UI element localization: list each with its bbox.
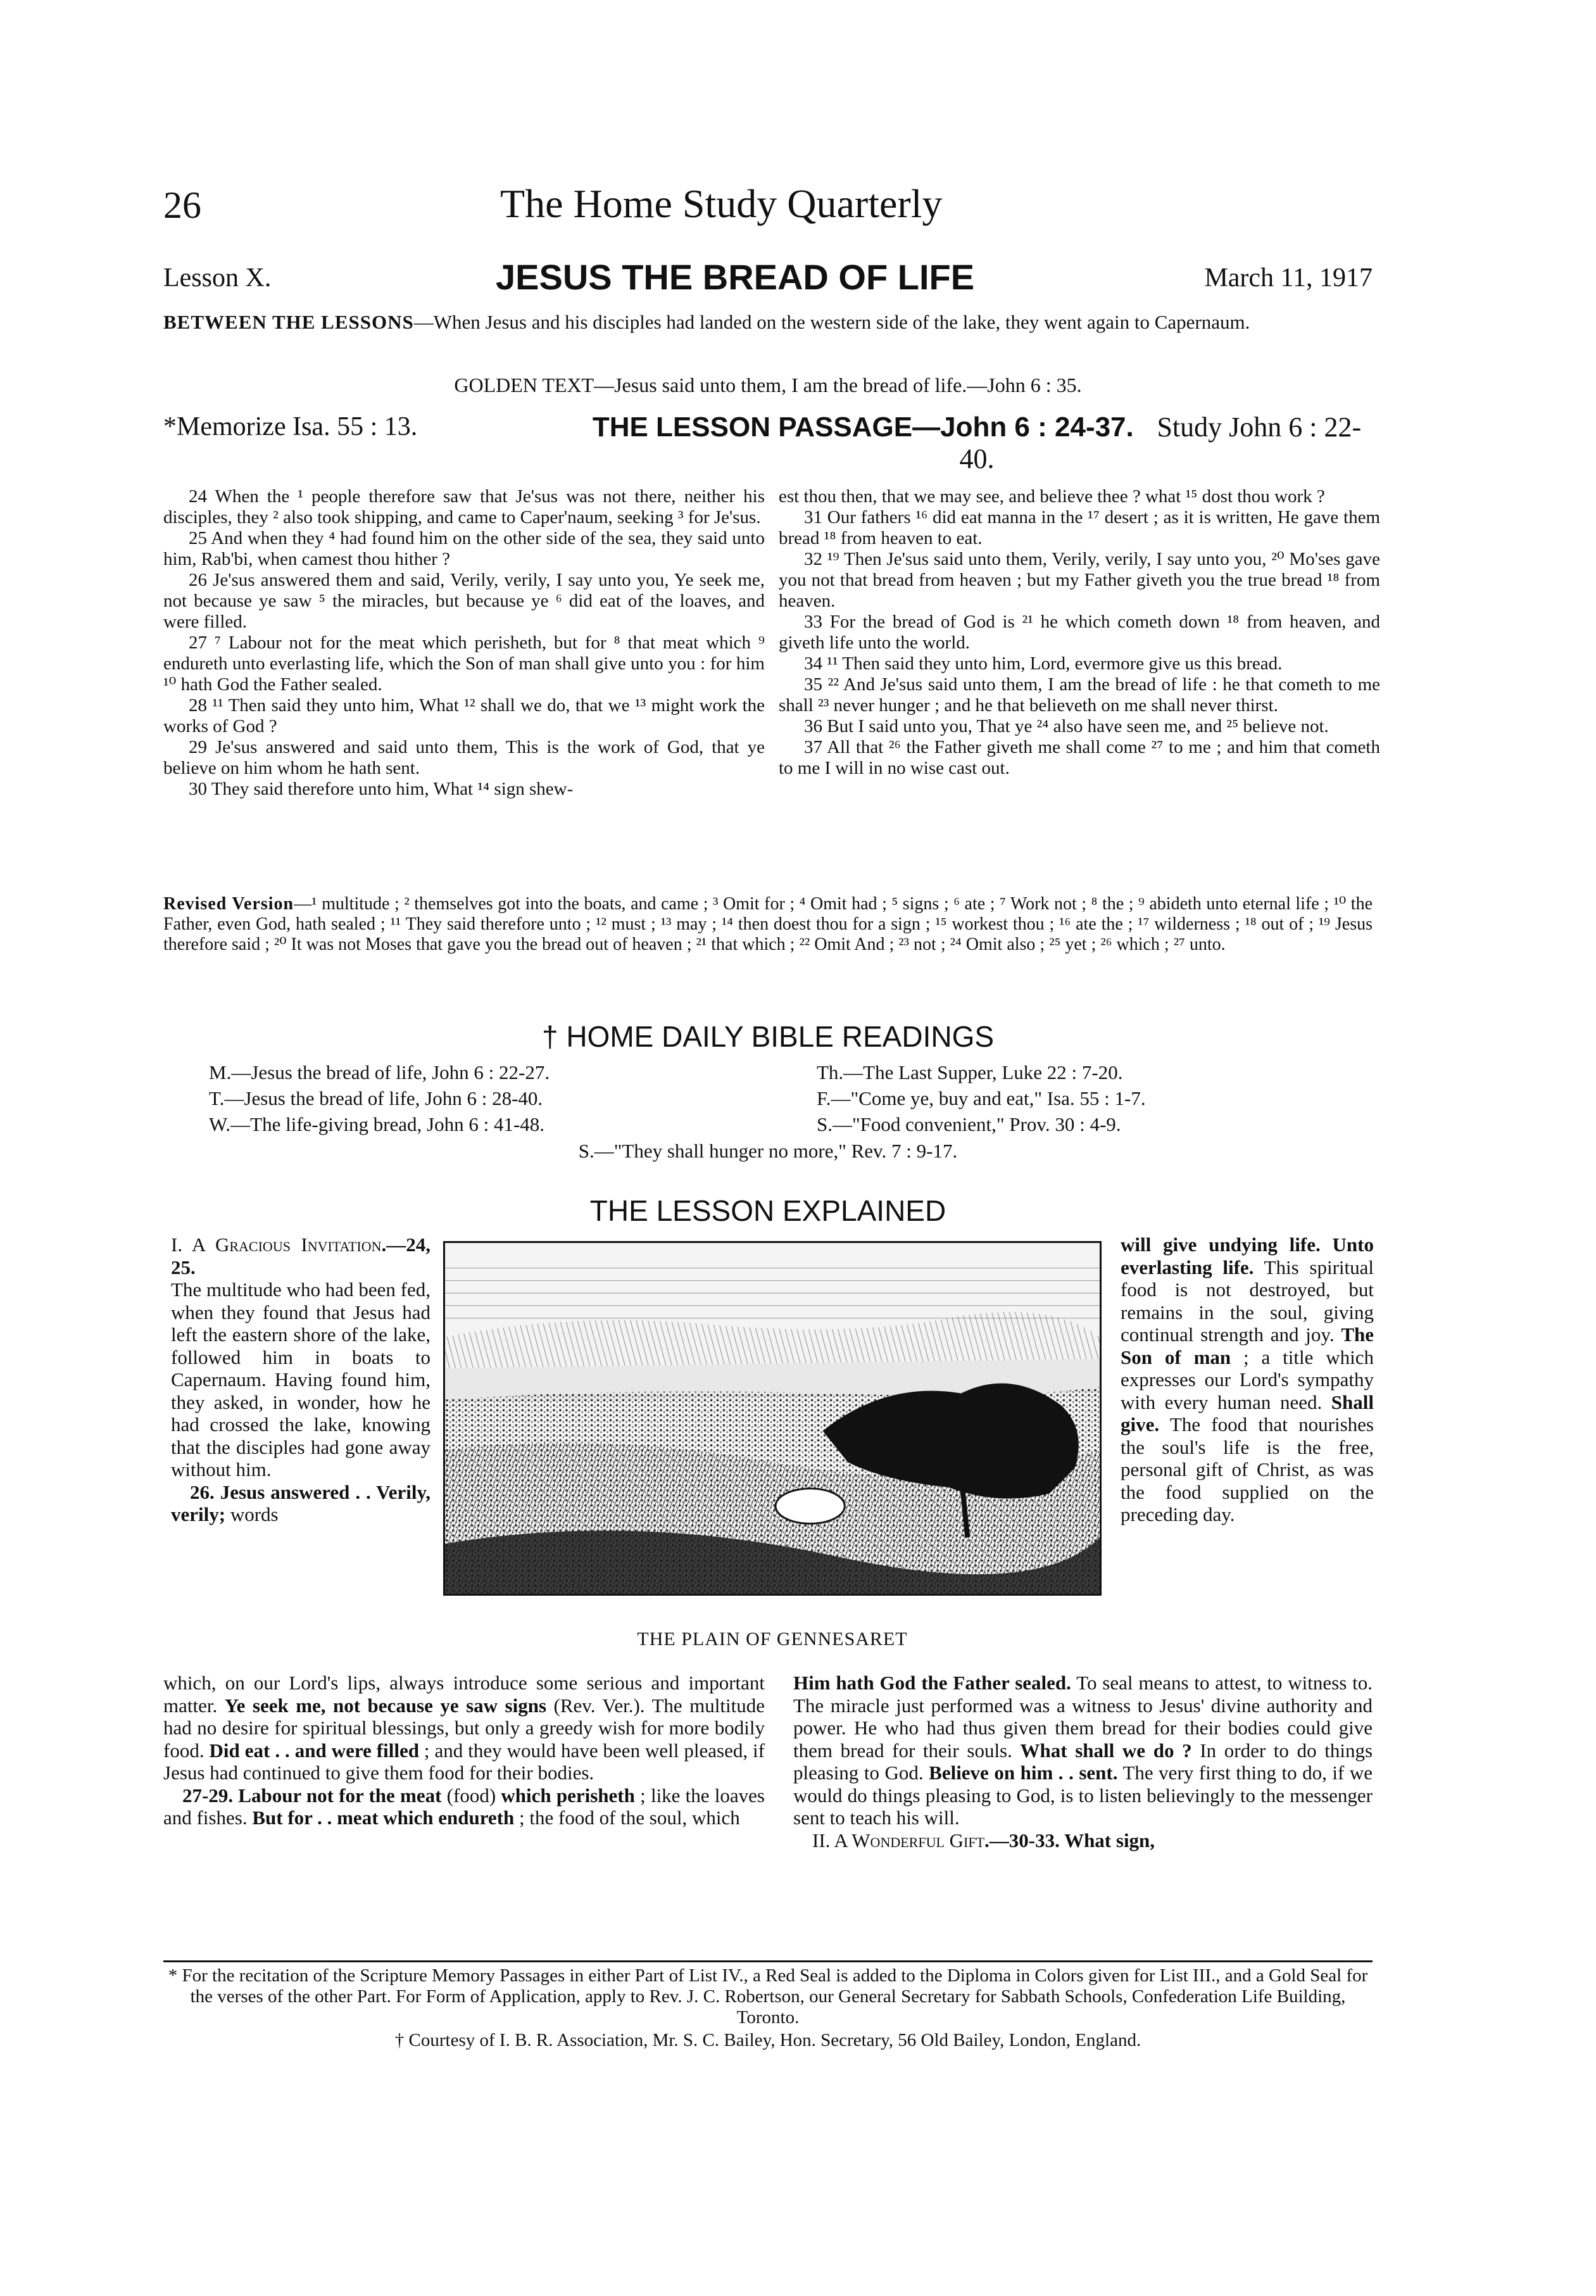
paragraph-text: The food that nourishes the soul's life is the free, personal gift of Christ, as was the food supplied on the preceding day. — [1121, 1413, 1374, 1525]
lesson-date: March 11, 1917 — [1204, 263, 1373, 293]
paragraph: The multitude who had been fed, when they found that Jesus had left the eastern shore of the lake, followed him in boats to Capernaum. Having found him, they asked, in wonder, how he had crossed the lake, knowing that the disciples had gone away without him. — [171, 1278, 430, 1480]
golden-text: GOLDEN TEXT—Jesus said unto them, I am the bread of life.—John 6 : 35. — [454, 374, 1082, 396]
verse: 30 They said therefore unto him, What ¹⁴ sign shew- — [189, 779, 574, 799]
verse: 36 But I said unto you, That ye ²⁴ also have seen me, and ²⁵ believe not. — [804, 716, 1329, 736]
paragraph — [1121, 1233, 1374, 1526]
bold-phrase: Did eat . . and were filled — [209, 1739, 419, 1762]
scripture-column-left — [163, 486, 765, 800]
illustration-caption: THE PLAIN OF GENNESARET — [637, 1629, 908, 1649]
explained-column-bottom-right — [793, 1672, 1373, 1851]
memorize-note: *Memorize Isa. 55 : 13. — [163, 412, 418, 441]
section-2-ref: .—30-33. — [984, 1829, 1065, 1851]
verse: 35 ²² And Je'sus said unto them, I am the bread of life : he that cometh to me shall ²³ never hunger ; and he that believeth on me shall never thirst. — [779, 674, 1380, 716]
paragraph-text: ; and they would have been well pleased, if Jesus had continued to give them food for their bodies. — [163, 1739, 765, 1784]
reading-friday: F.—"Come ye, buy and eat," Isa. 55 : 1-7. — [817, 1087, 1146, 1109]
explained-column-right — [1121, 1233, 1374, 1526]
verse: 27 ⁷ Labour not for the meat which perisheth, but for ⁸ that meat which ⁹ endureth unto everlasting life, which the Son of man shall give unto you : for him ¹⁰ hath God the Father sealed. — [163, 633, 765, 695]
explained-column-bottom-left — [163, 1672, 765, 1829]
verse: 24 When the ¹ people therefore saw that Je'sus was not there, neither his disciples, they ² also took shipping, and came to Caper'naum, seeking ³ for Je'sus. — [163, 486, 765, 527]
bold-phrase: Believe on him . . sent. — [929, 1762, 1118, 1784]
revised-version-label: Revised Version — [163, 894, 294, 914]
scripture-column-right — [779, 486, 1380, 779]
verse-26-text: words — [225, 1503, 279, 1525]
bold-phrase: Ye seek me, not because ye saw signs — [224, 1694, 547, 1717]
bold-phrase: But for . . meat which endureth — [252, 1807, 515, 1829]
between-the-lessons — [163, 310, 1373, 334]
paragraph-text: ; the food of the soul, which — [514, 1807, 740, 1829]
paragraph-text: The very first thing to do, if we would do things pleasing to God, is to listen believingly to the messenger sent to teach his will. — [793, 1762, 1373, 1829]
study-ref: Study John 6 : 22-40. — [959, 412, 1362, 474]
reading-tuesday: T.—Jesus the bread of life, John 6 : 28-40. — [209, 1087, 543, 1109]
verse: 25 And when they ⁴ had found him on the other side of the sea, they said unto him, Rab'bi, when camest thou hither ? — [163, 528, 765, 569]
paragraph-text: which, on our Lord's lips, always introduce some serious and important matter. — [163, 1672, 765, 1717]
bold-phrase: Him hath God the Father sealed. — [793, 1672, 1071, 1694]
verse: 29 Je'sus answered and said unto them, This is the work of God, that ye believe on him whom he hath sent. — [163, 737, 765, 778]
bold-phrase: Shall give. — [1121, 1391, 1374, 1435]
revised-version-notes — [163, 894, 1373, 955]
passage-header — [163, 412, 1373, 488]
lesson-passage-title — [581, 412, 1373, 475]
verse: 32 ¹⁹ Then Je'sus said unto them, Verily, verily, I say unto you, ²⁰ Mo'ses gave you not that bread from heaven ; but my Father giveth you the true bread ¹⁸ from heaven. — [779, 549, 1380, 611]
verse: 28 ¹¹ Then said they unto him, What ¹² shall we do, that we ¹³ might work the works of God ? — [163, 695, 765, 736]
verse: 37 All that ²⁶ the Father giveth me shall come ²⁷ to me ; and him that cometh to me I will in no wise cast out. — [779, 737, 1380, 778]
reading-monday: M.—Jesus the bread of life, John 6 : 22-27. — [209, 1061, 550, 1083]
landscape-engraving — [445, 1243, 1100, 1594]
section-1-title: I. A Gracious Invitation — [171, 1233, 382, 1256]
verse: 33 For the bread of God is ²¹ he which cometh down ¹⁸ from heaven, and giveth life unto the world. — [779, 612, 1380, 653]
between-label: BETWEEN THE LESSONS — [163, 311, 414, 333]
lesson-number: Lesson X. — [163, 263, 272, 293]
paragraph-text: This spiritual food is not destroyed, but remains in the soul, giving continual strength and joy. — [1121, 1256, 1374, 1346]
lesson-title: JESUS THE BREAD OF LIFE — [496, 257, 975, 297]
reading-saturday: S.—"Food convenient," Prov. 30 : 4-9. — [817, 1113, 1121, 1135]
publication-title: The Home Study Quarterly — [500, 181, 943, 226]
paragraph-text: In order to do things pleasing to God. — [793, 1739, 1373, 1784]
bold-phrase: 27-29. Labour not for the meat — [182, 1784, 442, 1807]
paragraph-text: ; a title which expresses our Lord's sympathy with every human need. — [1121, 1346, 1374, 1413]
bold-phrase: The Son of man — [1121, 1323, 1374, 1368]
reading-sunday: S.—"They shall hunger no more," Rev. 7 : 9-17. — [578, 1140, 958, 1162]
footnote-courtesy: † Courtesy of I. B. R. Association, Mr. S. C. Bailey, Hon. Secretary, 56 Old Bailey, London, England. — [394, 2030, 1141, 2050]
paragraph — [163, 1672, 765, 1784]
paragraph-text: ; like the loaves and fishes. — [163, 1784, 765, 1829]
bold-phrase: What shall we do ? — [1020, 1739, 1192, 1762]
paragraph — [793, 1672, 1373, 1829]
lesson-explained-heading: THE LESSON EXPLAINED — [589, 1194, 946, 1227]
footnote-memory-passages: * For the recitation of the Scripture Memory Passages in either Part of List IV., a Red Seal is added to the Diploma in Colors given for List III., and a Gold Seal for the verses of the other Part. For Form of Application, apply to Rev. J. C. Robertson, our General Secretary for Sabbath Schools, Confederation Life Building, Toronto. — [168, 1965, 1368, 2028]
verse: est thou then, that we may see, and believe thee ? what ¹⁵ dost thou work ? — [779, 486, 1325, 507]
plain-of-gennesaret-illustration — [443, 1241, 1102, 1596]
reading-thursday: Th.—The Last Supper, Luke 22 : 7-20. — [817, 1061, 1123, 1083]
paragraph-text: (Rev. Ver.). The multitude had no desire for spiritual blessings, but only a greedy wish for more bodily food. — [163, 1694, 765, 1762]
verse-26-head: 26. Jesus answered . . Verily, verily; — [171, 1480, 430, 1525]
paragraph — [163, 1784, 765, 1829]
section-1-ref: .—24, 25. — [171, 1233, 430, 1278]
reading-wednesday: W.—The life-giving bread, John 6 : 41-48. — [209, 1113, 545, 1135]
section-1-heading — [171, 1233, 430, 1278]
verse: 26 Je'sus answered them and said, Verily, verily, I say unto you, Ye seek me, not because ye saw ⁵ the miracles, but because ye ⁶ did eat of the loaves, and were filled. — [163, 570, 765, 632]
paragraph-text: (food) — [441, 1784, 501, 1807]
section-2-tail: What sign, — [1064, 1829, 1155, 1851]
section-2-heading — [793, 1829, 1373, 1852]
footnote-divider — [163, 1960, 1373, 1962]
paragraph-text: To seal means to attest, to witness to. The miracle just performed was a witness to Jesus' divine authority and power. He who had thus given them bread for their bodies could give them bread for their souls. — [793, 1672, 1373, 1762]
verse-26-heading — [171, 1481, 430, 1526]
lesson-header — [163, 256, 1373, 301]
verse: 34 ¹¹ Then said they unto him, Lord, evermore give us this bread. — [804, 653, 1283, 674]
page-number: 26 — [163, 184, 201, 226]
bold-phrase: will give undying life. Unto everlasting life. — [1121, 1233, 1374, 1278]
passage-ref: THE LESSON PASSAGE—John 6 : 24-37. — [592, 412, 1134, 443]
verse: 31 Our fathers ¹⁶ did eat manna in the ¹⁷ desert ; as it is written, He gave them bread ¹⁸ from heaven to eat. — [779, 507, 1380, 548]
bold-phrase: which perisheth — [501, 1784, 635, 1807]
revised-version-text: —¹ multitude ; ² themselves got into the boats, and came ; ³ Omit for ; ⁴ Omit had ; ⁵ signs ; ⁶ ate ; ⁷ Work not ; ⁸ the ; ⁹ abideth unto eternal life ; ¹⁰ the Father, even God, hath sealed ; ¹¹ They said therefore unto ; ¹² must ; ¹³ may ; ¹⁴ then doest thou for a sign ; ¹⁵ workest thou ; ¹⁶ ate the ; ¹⁷ wilderness ; ¹⁸ out of ; ¹⁹ Jesus therefore said ; ²⁰ It was not Moses that gave you the bread out of heaven ; ²¹ that which ; ²² Omit And ; ²³ not ; ²⁴ Omit also ; ²⁵ yet ; ²⁶ which ; ²⁷ unto. — [163, 894, 1373, 954]
daily-readings-heading: † HOME DAILY BIBLE READINGS — [541, 1020, 995, 1053]
section-2-title: II. A Wonderful Gift — [812, 1829, 985, 1851]
between-text: —When Jesus and his disciples had landed on the western side of the lake, they went again to Capernaum. — [413, 311, 1250, 333]
explained-column-left — [171, 1233, 430, 1526]
